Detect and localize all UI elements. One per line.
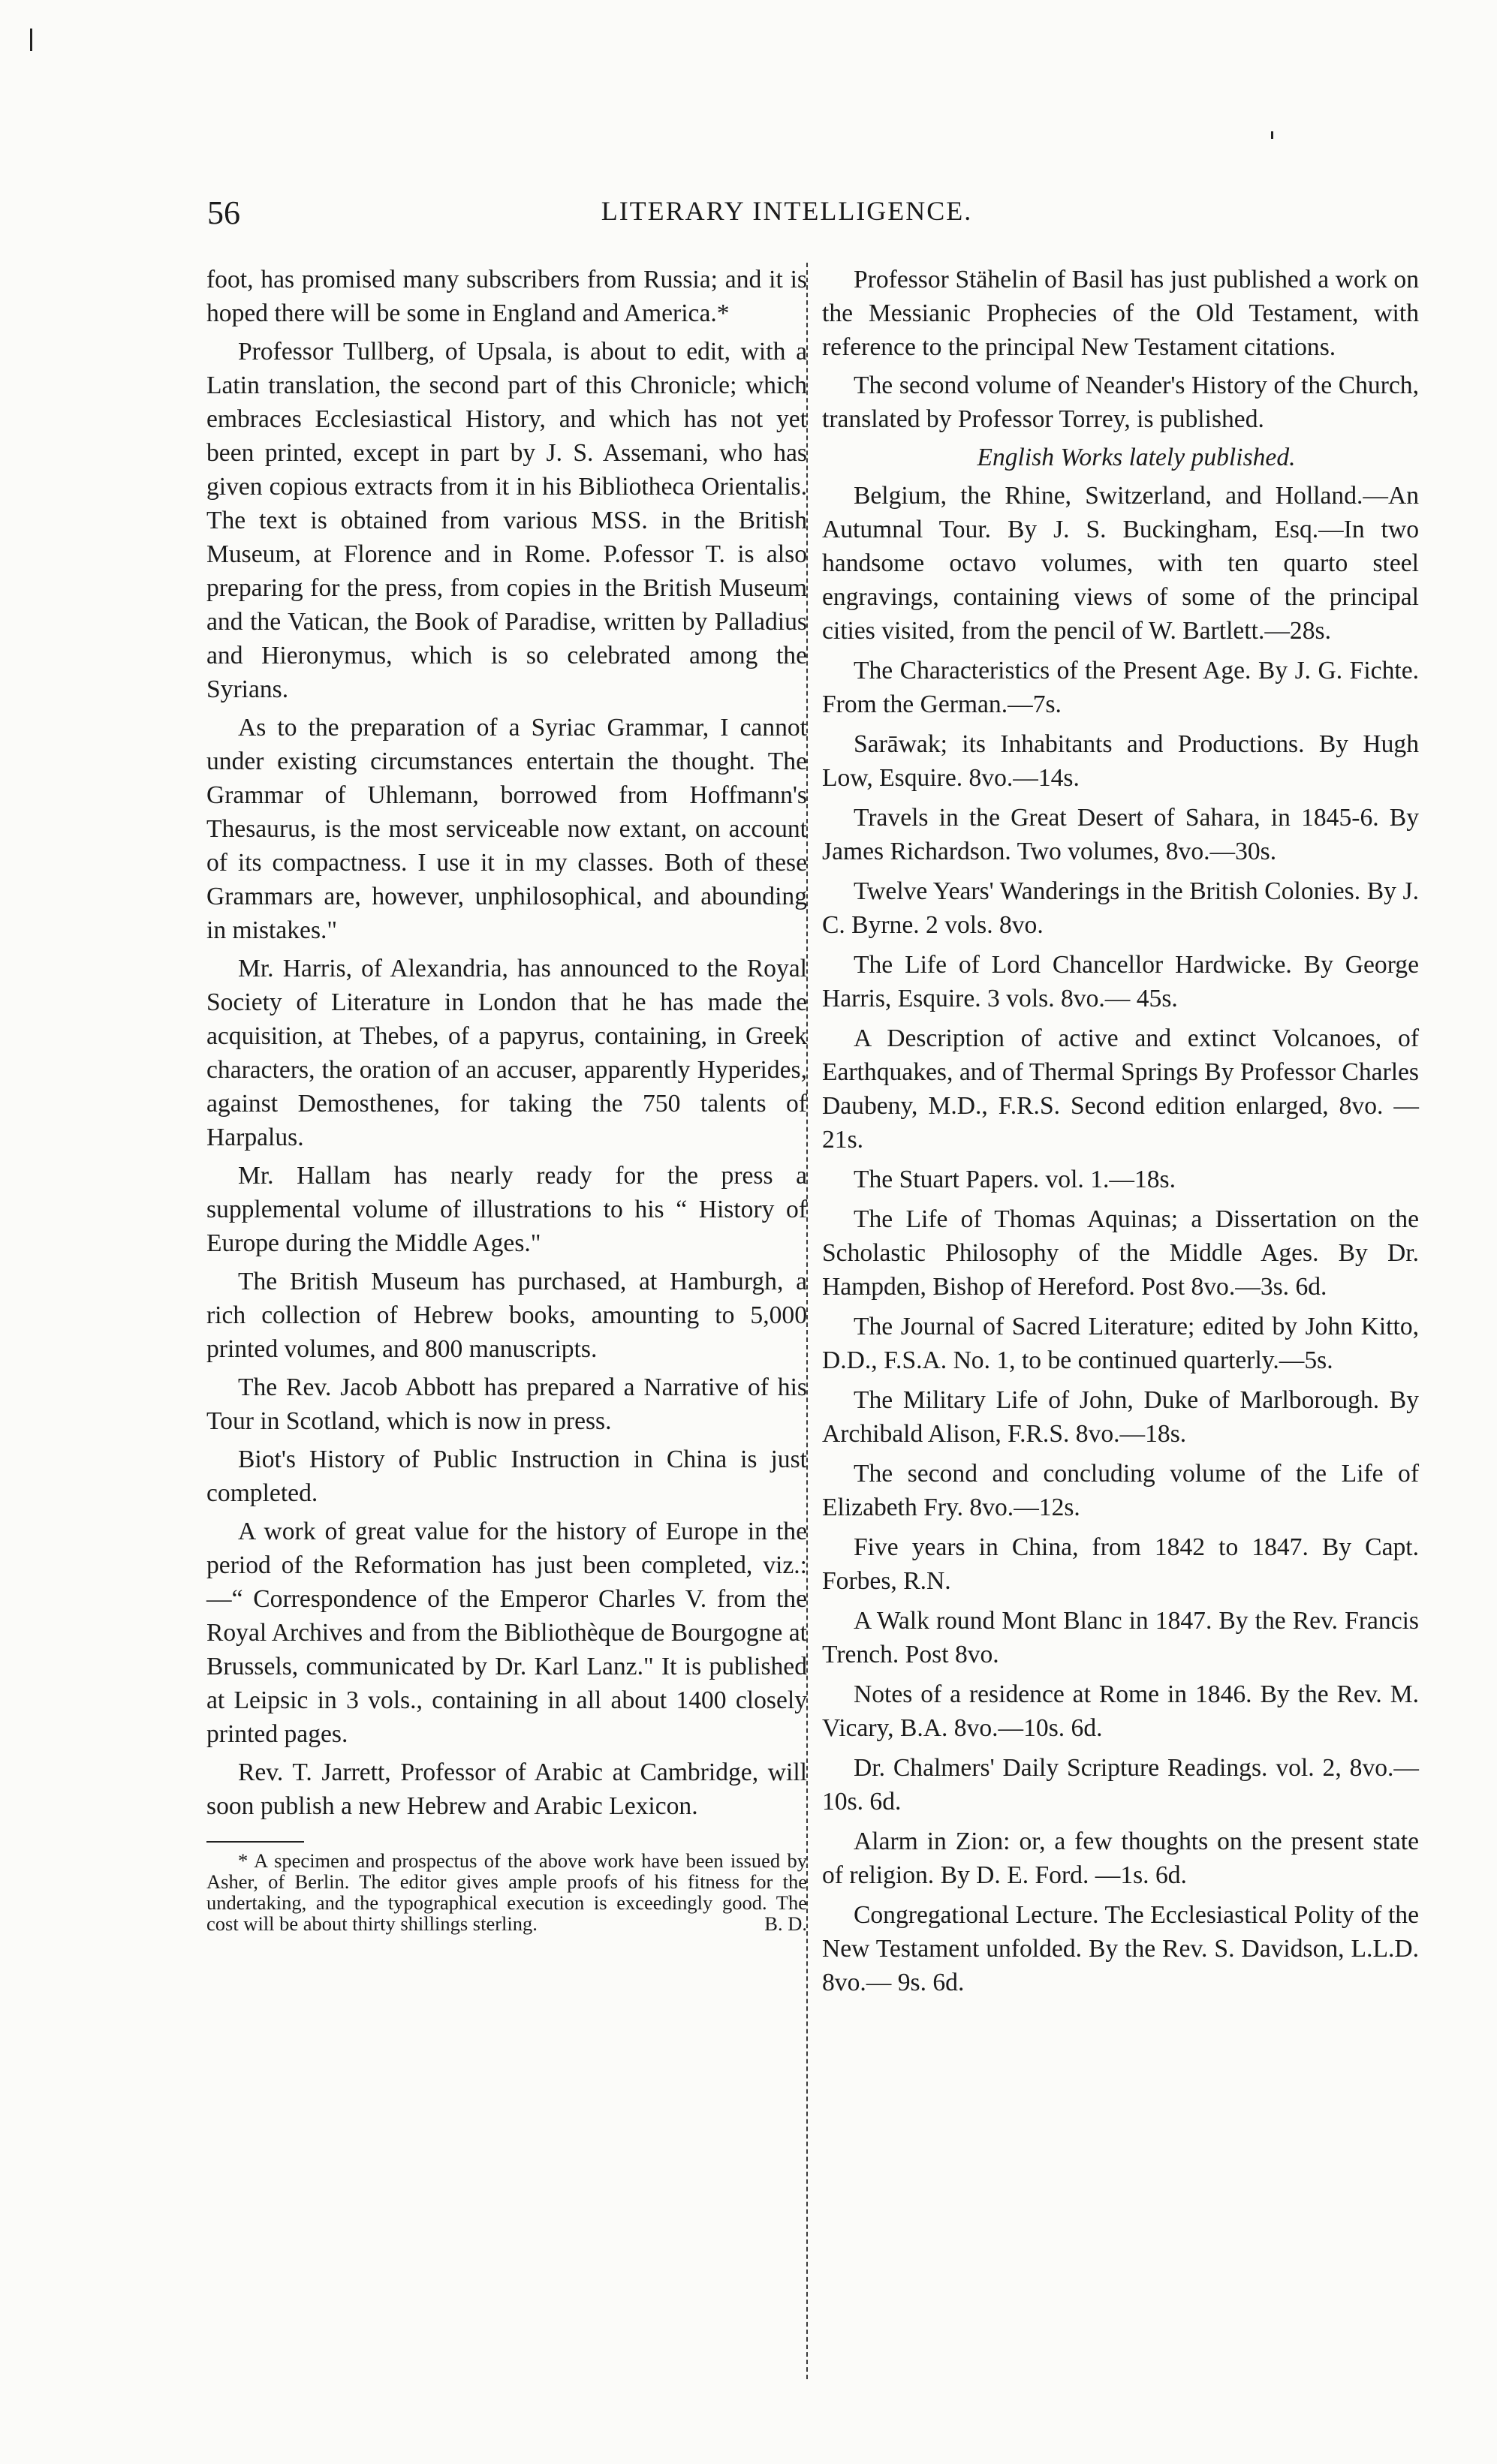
paragraph: Mr. Harris, of Alexandria, has announced to the Royal Society of Literature in London that he has made the acquisition, at Thebes, of a papyrus, containing, in Greek characters, the oration of an accuser, apparently Hyperides, against Demosthenes, for taking the 750 talents of Harpalus. (206, 955, 807, 1151)
paragraph: Rev. T. Jarrett, Professor of Arabic at Cambridge, will soon publish a new Hebrew and Arabic Lexicon. (206, 1758, 807, 1820)
page-header (207, 194, 1366, 239)
book-entry: The Characteristics of the Present Age. By J. G. Fichte. From the German.—7s. (822, 657, 1419, 718)
paragraph: Professor Tullberg, of Upsala, is about to edit, with a Latin translation, the second part of this Chronicle; which embraces Ecclesiastical History, and which has not yet been printed, except in part by J. S. Assemani, who has given copious extracts from it in his Bibliotheca Orientalis. The text is obtained from various MSS. in the British Museum, at Florence and in Rome. P.ofessor T. is also preparing for the press, from copies in the British Museum and the Vatican, the Book of Paradise, written by Palladius and Hieronymus, which is so celebrated among the Syrians. (206, 338, 807, 703)
footnote-rule (206, 1841, 304, 1843)
book-entry: Travels in the Great Desert of Sahara, in 1845-6. By James Richardson. Two volumes, 8vo.—30s. (822, 804, 1419, 865)
right-column (822, 263, 1419, 2005)
left-column (206, 263, 807, 1939)
paragraph: The second volume of Neander's History of the Church, translated by Professor Torrey, is published. (822, 372, 1419, 433)
column-divider (806, 263, 808, 2379)
book-entry: Twelve Years' Wanderings in the British Colonies. By J. C. Byrne. 2 vols. 8vo. (822, 877, 1419, 939)
book-entry: The second and concluding volume of the Life of Elizabeth Fry. 8vo.—12s. (822, 1460, 1419, 1521)
running-head: LITERARY INTELLIGENCE. (601, 196, 973, 226)
paragraph: The Rev. Jacob Abbott has prepared a Narrative of his Tour in Scotland, which is now in press. (206, 1373, 807, 1435)
section-heading: English Works lately published. (977, 444, 1296, 471)
paragraph: Biot's History of Public Instruction in China is just completed. (206, 1446, 807, 1507)
book-entry: The Military Life of John, Duke of Marlborough. By Archibald Alison, F.R.S. 8vo.—18s. (822, 1386, 1419, 1448)
book-entry: Dr. Chalmers' Daily Scripture Readings. vol. 2, 8vo.—10s. 6d. (822, 1754, 1419, 1816)
book-entry: A Walk round Mont Blanc in 1847. By the Rev. Francis Trench. Post 8vo. (822, 1607, 1419, 1668)
stray-mark-top-left (30, 29, 32, 51)
footnote-text: * A specimen and prospectus of the above work have been issued by Asher, of Berlin. The editor gives ample proofs of his fitness for the undertaking, and the typographical execution is exceedingly good. The cost will be about thirty shillings sterling. (206, 1849, 807, 1935)
book-entry: Sarāwak; its Inhabitants and Productions. By Hugh Low, Esquire. 8vo.—14s. (822, 730, 1419, 792)
paragraph: The British Museum has purchased, at Hamburgh, a rich collection of Hebrew books, amounting to 5,000 printed volumes, and 800 manuscripts. (206, 1268, 807, 1363)
paragraph: As to the preparation of a Syriac Grammar, I cannot under existing circumstances entertain the thought. The Grammar of Uhlemann, borrowed from Hoffmann's Thesaurus, is the most serviceable now extant, on account of its compactness. I use it in my classes. Both of these Grammars are, however, unphilosophical, and abounding in mistakes." (206, 714, 807, 944)
page-number: 56 (207, 194, 240, 231)
book-entry: The Life of Thomas Aquinas; a Dissertation on the Scholastic Philosophy of the Middle Ages. By Dr. Hampden, Bishop of Hereford. Post 8vo.—3s. 6d. (822, 1205, 1419, 1301)
book-entry: Alarm in Zion: or, a few thoughts on the present state of religion. By D. E. Ford. —1s. 6d. (822, 1828, 1419, 1889)
book-entry: The Stuart Papers. vol. 1.—18s. (854, 1166, 1176, 1193)
footnote (206, 1850, 807, 1934)
book-entry: Five years in China, from 1842 to 1847. By Capt. Forbes, R.N. (822, 1533, 1419, 1595)
paragraph: Mr. Hallam has nearly ready for the press a supplemental volume of illustrations to his “ History of Europe during the Middle Ages." (206, 1162, 807, 1257)
book-entry: A Description of active and extinct Volcanoes, of Earthquakes, and of Thermal Springs By Professor Charles Daubeny, M.D., F.R.S. Second edition enlarged, 8vo. —21s. (822, 1024, 1419, 1154)
footnote-signature: B. D. (764, 1912, 807, 1935)
book-entry: Notes of a residence at Rome in 1846. By the Rev. M. Vicary, B.A. 8vo.—10s. 6d. (822, 1680, 1419, 1742)
paragraph: foot, has promised many subscribers from Russia; and it is hoped there will be some in England and America.* (206, 266, 807, 327)
stray-mark-top-right (1271, 131, 1273, 139)
book-entry: Congregational Lecture. The Ecclesiastical Polity of the New Testament unfolded. By the Rev. S. Davidson, L.L.D. 8vo.— 9s. 6d. (822, 1901, 1419, 1996)
book-entry: The Journal of Sacred Literature; edited by John Kitto, D.D., F.S.A. No. 1, to be continued quarterly.—5s. (822, 1313, 1419, 1374)
paragraph: A work of great value for the history of Europe in the period of the Reformation has just been completed, viz.:—“ Correspondence of the Emperor Charles V. from the Royal Archives and from the Bibliothèque de Bourgogne at Brussels, communicated by Dr. Karl Lanz." It is published at Leipsic in 3 vols., containing in all about 1400 closely printed pages. (206, 1518, 807, 1748)
paragraph: Professor Stähelin of Basil has just published a work on the Messianic Prophecies of the Old Testament, with reference to the principal New Testament citations. (822, 266, 1419, 361)
book-entry: The Life of Lord Chancellor Hardwicke. By George Harris, Esquire. 3 vols. 8vo.— 45s. (822, 951, 1419, 1012)
book-entry: Belgium, the Rhine, Switzerland, and Holland.—An Autumnal Tour. By J. S. Buckingham, Esq.—In two handsome octavo volumes, with ten quarto steel engravings, containing views of some of the principal cities visited, from the pencil of W. Bartlett.—28s. (822, 482, 1419, 645)
